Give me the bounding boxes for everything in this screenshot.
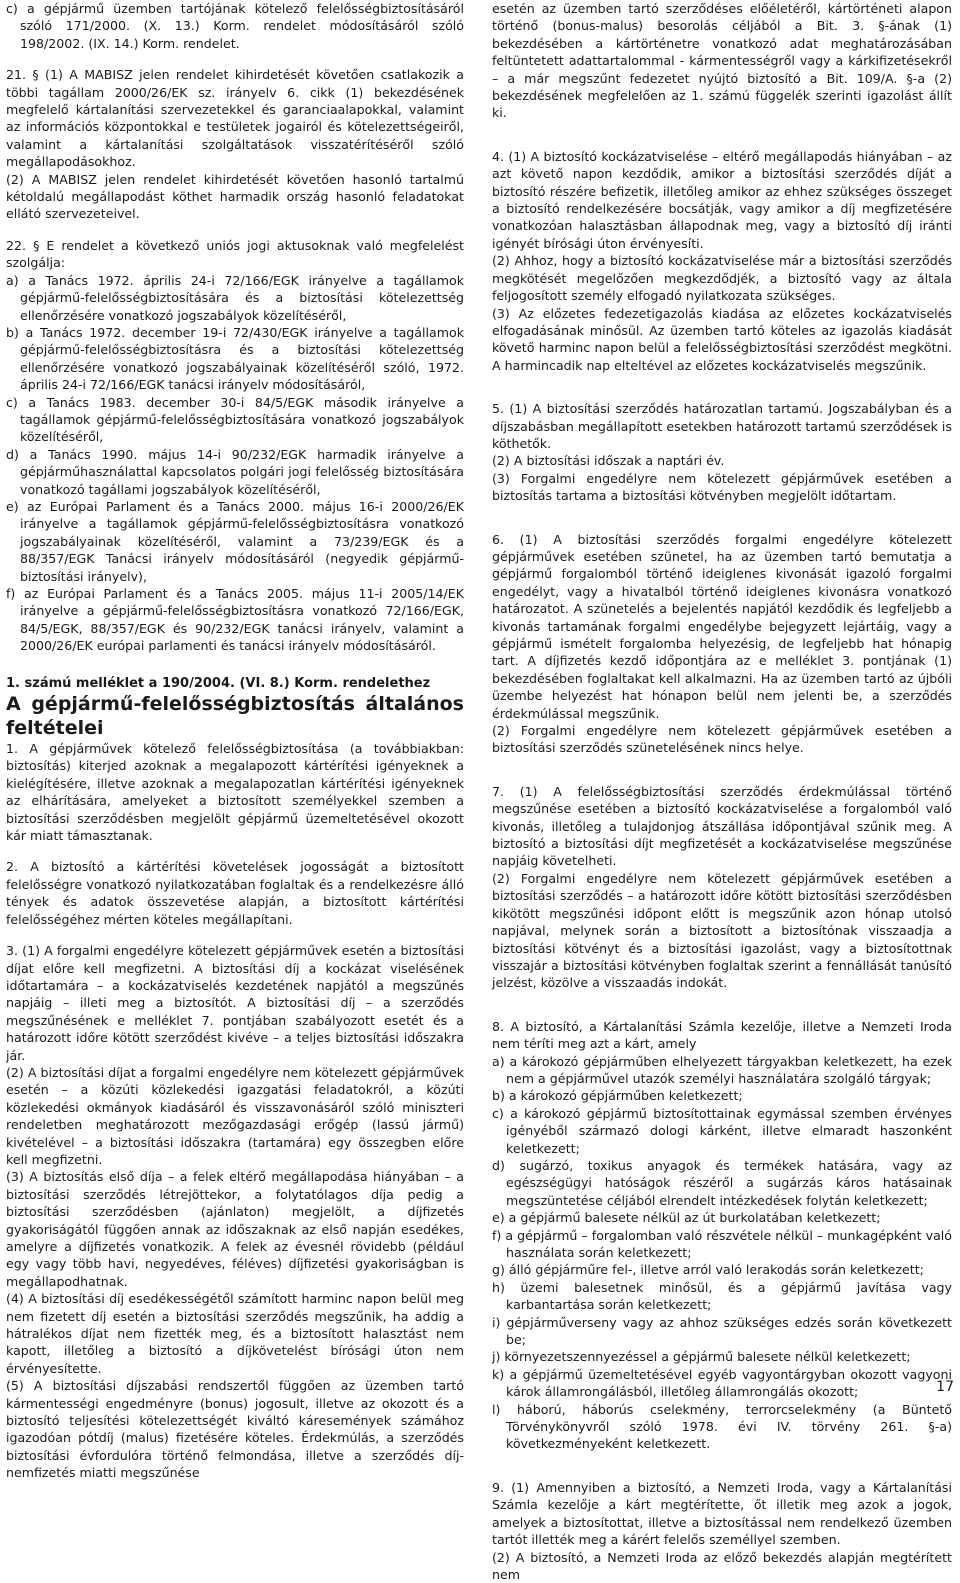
- paragraph-p3-5: (5) A biztosítási díjszabási rendszertől függően az üzemben tartó kármentességi engedményre (bonus) jogosult, illetve az okozott és a biztosító teljesítési kötelezettségét kiváltó káresemények számához igazodóan pótdíj (malus) fizetésére köteles. Érdekmúlás, a szerződés biztosítási évfordulóra történő felmondása, illetve a szerződés díj-nemfizetés miatti megszűnése: [6, 1377, 464, 1481]
- spacer: [6, 844, 464, 858]
- paragraph-p8-g: g) álló gépjárműre fel-, illetve arról való lerakodás során keletkezett;: [492, 1261, 952, 1278]
- spacer: [492, 757, 952, 783]
- spacer: [6, 655, 464, 675]
- paragraph-p8-b: b) a károkozó gépjárműben keletkezett;: [492, 1087, 952, 1104]
- paragraph-s21-1: 21. § (1) A MABISZ jelen rendelet kihirdetését követően csatlakozik a többi tagállam 2000/26/EK sz. irányelv 6. cikk (1) bekezdésének megfelelő kártalanítási szervezetekkel és garanciaalapokkal, valamint az információs központokkal e testületek jogairól és kötelezettségeiről, valamint a kártalanítási szolgáltatások visszatérítéséről szóló megállapodásokhoz.: [6, 66, 464, 170]
- paragraph-annex: 1. számú melléklet a 190/2004. (VI. 8.) Korm. rendelethez: [6, 675, 464, 692]
- spacer: [492, 122, 952, 148]
- spacer: [492, 992, 952, 1018]
- paragraph-p4-3: (3) Az előzetes fedezetigazolás kiadása az előzetes kockázatviselés elfogadásának minősül. Az üzemben tartó köteles az igazolás kiadását követő harminc napon belül a felelősségbiztosítási szerződést megkötni. A harmincadik nap elteltével az előzetes kockázatviselés megszűnik.: [492, 305, 952, 375]
- spacer: [492, 505, 952, 531]
- paragraph-s22-e: e) az Európai Parlament és a Tanács 2000. május 16-i 2000/26/EK irányelve a tagállamok gépjármű-felelősségbiztosításra vonatkozó jogszabályainak közelítéséről, valamint a 73/239/EGK és a 88/357/EGK Tanácsi irányelv módosításáról (negyedik gépjármű-biztosítási irányelv),: [6, 498, 464, 585]
- paragraph-p8-f: f) a gépjármű – forgalomban való részvétele nélkül – munkagépként való használata során keletkezett;: [492, 1227, 952, 1262]
- paragraph-s22-d: d) a Tanács 1990. május 14-i 90/232/EGK harmadik irányelve a gépjárműhasználattal kapcsolatos polgári jogi felelősség biztosítására vonatkozó tagállami jogszabályok közelítéséről,: [6, 446, 464, 498]
- right-column: [492, 0, 952, 1583]
- spacer: [492, 374, 952, 400]
- paragraph-p4-2: (2) Ahhoz, hogy a biztosító kockázatviselése már a biztosítási szerződés megkötését megelőzően megkezdődjék, a biztosító vagy az általa feljogosított személy elfogadó nyilatkozata szükséges.: [492, 252, 952, 304]
- paragraph-p1: 1. A gépjárművek kötelező felelősségbiztosítása (a továbbiakban: biztosítás) kiterjed azoknak a megalapozott kártérítési igényeknek a kielégítésére, illetve azoknak a megalapozatlan kártérítési igényeknek az elhárítására, amelyeket a biztosított személyekkel szemben a biztosítási szerződésben megjelölt gépjármű üzemeltetésével okozott kár miatt támasztanak.: [6, 740, 464, 844]
- paragraph-p4-1: 4. (1) A biztosító kockázatviselése – eltérő megállapodás hiányában – az azt követő napon kezdődik, amikor a biztosítási szerződés díját a biztosító részére befizetik, illetőleg amikor az ehhez szükséges összeget a biztosító rendelkezésére bocsátják, vagy amikor a díj megfizetésére vonatkozóan halasztásban állapodnak meg, vagy a biztosító díj iránti igényét bírósági úton érvényesíti.: [492, 148, 952, 252]
- paragraph-p9-1: 9. (1) Amennyiben a biztosító, a Nemzeti Iroda, vagy a Kártalanítási Számla kezelője a kárt megtérítette, őt illetik meg azok a jogok, amelyek a biztosítottat, illetve a biztosítással nem rendelkező üzemben tartót illették meg a kárért felelős személlyel szemben.: [492, 1479, 952, 1549]
- paragraph-s22-a: a) a Tanács 1972. április 24-i 72/166/EGK irányelve a tagállamok gépjármű-felelősségbiztosítására és a biztosítási kötelezettség ellenőrzésére vonatkozó jogszabályok közelítéséről,: [6, 272, 464, 324]
- paragraph-p6-1: 6. (1) A biztosítási szerződés forgalmi engedélyre kötelezett gépjárművek esetében szünetel, ha az üzemben tartó bemutatja a gépjármű forgalomból történő ideiglenes kivonását igazoló forgalmi engedélyt, vagy a hivatalból történő ideiglenes kivonásra vonatkozó határozatot. A szünetelés a bejelentés napjától kezdődik és legfeljebb a kivonás tartamának forgalmi engedélybe bejegyzett lejártáig, vagy a gépjármű ismételt forgalomba helyezésig, de legfeljebb hat hónapig tart. A díjfizetés kezdő időpontjára az e melléklet 3. pontjának (1) bekezdésében foglaltakat kell alkalmazni. Ha az üzemben tartó az újbóli üzembe helyezést hat hónapon belül nem jelenti be, a szerződés érdekmúlással megszűnik.: [492, 531, 952, 722]
- paragraph-p7-1: 7. (1) A felelősségbiztosítási szerződés érdekmúlással történő megszűnése esetében a biztosító kockázatviselése a forgalomból való kivonás, illetőleg a tulajdonjog átszállása időpontjával szűnik meg. A biztosító a biztosítási díjt megfizetését a kockázatviselése megszűnése napjáig követelheti.: [492, 783, 952, 870]
- paragraph-p3-3: (3) A biztosítás első díja – a felek eltérő megállapodása hiányában – a biztosítási szerződés létrejöttekor, a folytatólagos díja pedig a biztosítási szerződésben (ajánlaton) megjelölt, a díjfizetés gyakoriságától függően annak az időszaknak az első napján esedékes, amelyre a díjfizetés vonatkozik. A felek az évesnél rövidebb (például egy vagy több havi, negyedéves, féléves) díjfizetési gyakoriságban is megállapodhatnak.: [6, 1168, 464, 1290]
- paragraph-s21-2: (2) A MABISZ jelen rendelet kihirdetését követően hasonló tartalmú kétoldalú megállapodást köthet harmadik ország hasonló feladatokat ellátó szervezeteivel.: [6, 171, 464, 223]
- paragraph-p8-h: h) üzemi balesetnek minősül, és a gépjármű javítása vagy karbantartása során keletkezett;: [492, 1279, 952, 1314]
- paragraph-p8-j: j) környezetszennyezéssel a gépjármű balesete nélkül keletkezett;: [492, 1348, 952, 1365]
- paragraph-title: A gépjármű-felelősségbiztosítás általános feltételei: [6, 692, 464, 740]
- paragraph-p8-d: d) sugárzó, toxikus anyagok és termékek hatására, vagy az egészségügyi hatóságok részéről a sugárzás káros hatásainak megszüntetése céljából elrendelt intézkedések folytán keletkezett;: [492, 1157, 952, 1209]
- spacer: [6, 52, 464, 66]
- spacer: [492, 1453, 952, 1479]
- spacer: [6, 928, 464, 942]
- paragraph-p3-1: 3. (1) A forgalmi engedélyre kötelezett gépjárművek esetén a biztosítási díjat előre kell megfizetni. A biztosítási díj a kockázat viselésének időtartamára – a kockázatviselés kezdetének napjától a megszűnés napjáig – illeti meg a biztosítót. A biztosítási díj – a szerződés megszűnésének e melléklet 7. pontjában szabályozott esetét és a határozott időre kötött szerződést kivéve – a teljes biztosítási időszakra jár.: [6, 942, 464, 1064]
- paragraph-p5-1: 5. (1) A biztosítási szerződés határozatlan tartamú. Jogszabályban és a díjszabásban megállapított esetekben határozott tartamú szerződések is köthetők.: [492, 400, 952, 452]
- paragraph-p2: 2. A biztosító a kártérítési követelések jogosságát a biztosított felelősségre vonatkozó nyilatkozatában foglaltak és a rendelkezésre álló tények és adatok összevetése alapján, a biztosított kártérítési felelősségéhez mérten köteles megállapítani.: [6, 858, 464, 928]
- paragraph-s22: 22. § E rendelet a következő uniós jogi aktusoknak való megfelelést szolgálja:: [6, 237, 464, 272]
- paragraph-p7-2: (2) Forgalmi engedélyre nem kötelezett gépjárművek esetében a biztosítási szerződés – a határozott időre kötött biztosítási szerződésben kikötött megszűnési időpont előtt is megszűnik azon hónap utolsó napjával, melynek során a biztosított a biztosítónak visszaadja a biztosítási kötvényt és a biztosítási igazolást, vagy a biztosítottnak visszajár a biztosítási kötvényben foglaltak szerint a fennállását tanúsító jelzést, közölve a visszaadás indokát.: [492, 870, 952, 992]
- paragraph-p9-2: (2) A biztosító, a Nemzeti Iroda az előző bekezdés alapján megtérített nem: [492, 1549, 952, 1583]
- paragraph-p8-k: k) a gépjármű üzemeltetésével egyéb vagyontárgyban okozott vagyoni károk államrongálásból, illetőleg államrongálás okozott;: [492, 1366, 952, 1401]
- paragraph-p8-i: i) gépjárműverseny vagy az ahhoz szükséges edzés során következett be;: [492, 1314, 952, 1349]
- paragraph-p3-2: (2) A biztosítási díjat a forgalmi engedélyre nem kötelezett gépjárművek esetén – a közúti közlekedési igazgatási feladatokról, a közúti közlekedési okmányok kiadásáról és visszavonásáról szóló miniszteri rendeletben meghatározott mezőgazdasági erőgép (lassú jármű) kivételével – a biztosítási időszakra (tartamára) egy összegben előre kell megfizetni.: [6, 1064, 464, 1168]
- paragraph-s22-c: c) a Tanács 1983. december 30-i 84/5/EGK második irányelve a tagállamok gépjármű-felelősségbiztosítására vonatkozó jogszabályok közelítéséről,: [6, 394, 464, 446]
- paragraph-p3-4: (4) A biztosítási díj esedékességétől számított harminc napon belül meg nem fizetett díj esetén a biztosítási szerződés megszűnik, ha addig a hátralékos díjat nem fizették meg, és a biztosított halasztást nem kapott, illetőleg a biztosító a díjkövetelést bírósági úton nem érvényesítette.: [6, 1290, 464, 1377]
- paragraph-r-cont: esetén az üzemben tartó szerződéses előéletéről, kártörténeti alapon történő (bonus-malus) besorolás céljából a Bit. 3. §-ának (1) bekezdésében a kártörténetre vonatkozó adat meghatározásában feltüntetett adattartalommal - kármentességről vagy a kárkifizetésekről – a már megszűnt fedezetet nyújtó biztosító a Bit. 109/A. §-a (2) bekezdésének megfelelően az 1. számú függelék szerinti igazolást állít ki.: [492, 0, 952, 122]
- paragraph-s22-b: b) a Tanács 1972. december 19-i 72/430/EGK irányelve a tagállamok gépjármű-felelősségbiztosításra és a biztosítási kötelezettség ellenőrzésére vonatkozó jogszabályainak közelítéséről szóló, 1972. április 24-i 72/166/EGK tanácsi irányelv módosításáról,: [6, 324, 464, 394]
- paragraph-c-item: c) a gépjármű üzemben tartójának kötelező felelősségbiztosításáról szóló 171/2000. (X. 13.) Korm. rendelet módosításáról szóló 198/2002. (IX. 14.) Korm. rendelet.: [6, 0, 464, 52]
- paragraph-p8-a: a) a károkozó gépjárműben elhelyezett tárgyakban keletkezett, ha ezek nem a gépjárművel utazók személyi használatára szolgáló tárgyak;: [492, 1053, 952, 1088]
- paragraph-p8-e: e) a gépjármű balesete nélkül az út burkolatában keletkezett;: [492, 1209, 952, 1226]
- page-number: 17: [936, 1379, 954, 1395]
- paragraph-p8: 8. A biztosító, a Kártalanítási Számla kezelője, illetve a Nemzeti Iroda nem téríti meg azt a kárt, amely: [492, 1018, 952, 1053]
- paragraph-p8-l: l) háború, háborús cselekmény, terrorcselekmény (a Büntető Törvénykönyvről szóló 1978. évi IV. törvény 261. §-a) következményeként keletkezett.: [492, 1401, 952, 1453]
- paragraph-p6-2: (2) Forgalmi engedélyre nem kötelezett gépjárművek esetében a biztosítási szerződés szünetelésének nincs helye.: [492, 722, 952, 757]
- spacer: [6, 223, 464, 237]
- paragraph-p8-c: c) a károkozó gépjármű biztosítottainak egymással szemben érvényes igényéből származó dologi kárként, illetve elmaradt haszonként keletkezett;: [492, 1105, 952, 1157]
- left-column: [6, 0, 464, 1482]
- paragraph-p5-2: (2) A biztosítási időszak a naptári év.: [492, 452, 952, 469]
- paragraph-s22-f: f) az Európai Parlament és a Tanács 2005. május 11-i 2005/14/EK irányelve a gépjármű-felelősségbiztosításra vonatkozó 72/166/EGK, 84/5/EGK, 88/357/EGK és 90/232/EGK tanácsi irányelv, valamint a 2000/26/EK európai parlamenti és tanácsi irányelv módosításáról.: [6, 585, 464, 655]
- paragraph-p5-3: (3) Forgalmi engedélyre nem kötelezett gépjárművek esetében a biztosítás tartama a biztosítási kötvényben megjelölt időtartam.: [492, 470, 952, 505]
